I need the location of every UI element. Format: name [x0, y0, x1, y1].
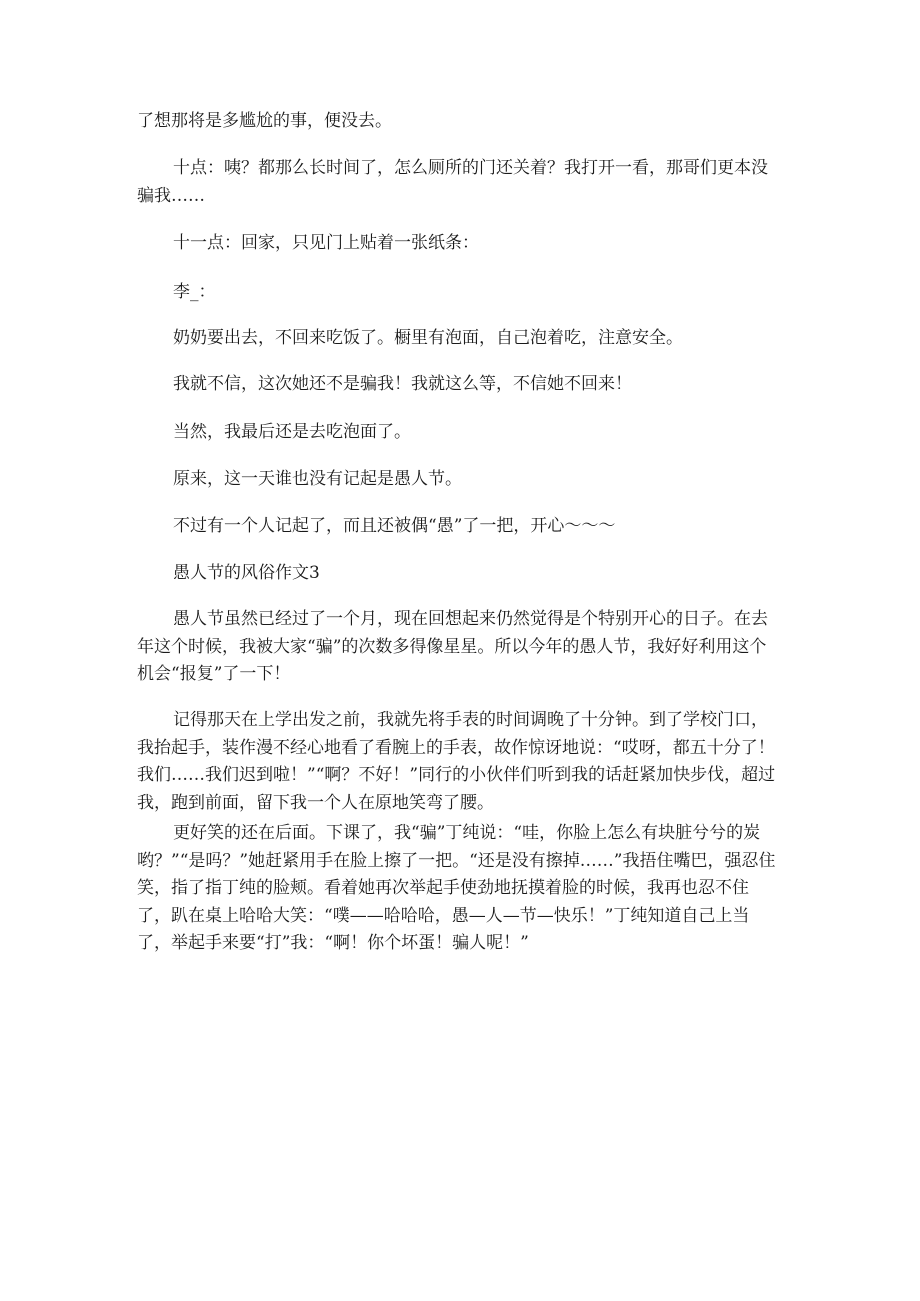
paragraph-12: 更好笑的还在后面。下课了，我“骗”丁纯说：“哇，你脸上怎么有块脏兮兮的炭哟？”“是吗？”她赶紧用手在脸上擦了一把。“还是没有擦掉……”我捂住嘴巴，强忍住笑，指了指丁纯的脸颊。看着她再次举起手使劲地抚摸着脸的时候，我再也忍不住了，趴在桌上哈哈大笑：“噗——哈哈哈，愚—人—节—快乐！”丁纯知道自己上当了，举起手来要“打”我：“啊！你个坏蛋！骗人呢！” — [137, 823, 776, 953]
section-heading: 愚人节的风俗作文3 — [173, 563, 320, 583]
paragraph-6: 我就不信，这次她还不是骗我！我就这么等，不信她不回来！ — [173, 374, 632, 394]
paragraph-10: 愚人节虽然已经过了一个月，现在回想起来仍然觉得是个特别开心的日子。在去年这个时候，我被大家“骗”的次数多得像星星。所以今年的愚人节，我好好利用这个机会“报复”了一下！ — [137, 609, 768, 684]
paragraph-3: 十一点：回家，只见门上贴着一张纸条： — [173, 233, 479, 253]
paragraph-2: 十点：咦？都那么长时间了，怎么厕所的门还关着？我打开一看，那哥们更本没骗我…… — [137, 158, 768, 206]
paragraph-1: 了想那将是多尴尬的事，便没去。 — [137, 111, 392, 131]
paragraph-11: 记得那天在上学出发之前，我就先将手表的时间调晚了十分钟。到了学校门口，我抬起手，装作漫不经心地看了看腕上的手表，故作惊讶地说：“哎呀，都五十分了！我们……我们迟到啦！”“啊？不好！”同行的小伙伴们听到我的话赶紧加快步伐，超过我，跑到前面，留下我一个人在原地笑弯了腰。 — [137, 710, 776, 813]
paragraph-4: 李_： — [173, 282, 216, 302]
paragraph-7: 当然，我最后还是去吃泡面了。 — [173, 422, 411, 442]
paragraph-5: 奶奶要出去，不回来吃饭了。橱里有泡面，自己泡着吃，注意安全。 — [173, 328, 683, 348]
paragraph-8: 原来，这一天谁也没有记起是愚人节。 — [173, 469, 462, 489]
paragraph-9: 不过有一个人记起了，而且还被偶“愚”了一把，开心～～～ — [173, 516, 616, 536]
